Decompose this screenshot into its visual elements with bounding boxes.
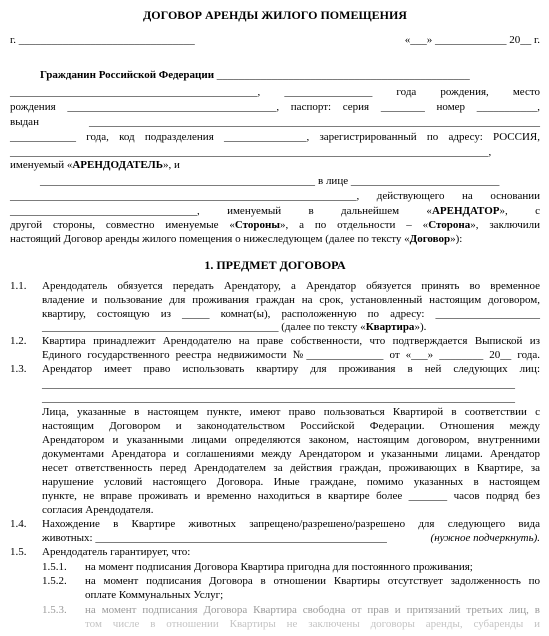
clause-1-4-note: (нужное подчеркнуть).	[430, 532, 540, 544]
date-line: «___» _____________ 20__ г.	[404, 34, 540, 46]
clause-1-5-2-line-2: оплате Коммунальных Услуг;	[85, 589, 224, 601]
clause-1-1-line-1: Арендодатель обязуется передать Арендатору, а Арендатор обязуется принять во временное	[42, 280, 540, 292]
clause-number: 1.5.	[10, 546, 27, 558]
parties-pre: другой стороны, совместно именуемые «	[10, 219, 235, 231]
clause-1-3-line-5: настоящим Договором и законодательством Российской Федерации. Отношения между	[42, 420, 540, 432]
clause-1-5-3-line-2: том числе в отношении Квартиры не заключены договоры аренды, субаренды и	[85, 618, 540, 630]
lessee-role: АРЕНДАТОР	[431, 205, 500, 217]
lessor-named-line	[10, 158, 540, 172]
apartment-def-post: »).	[414, 321, 427, 333]
clause-1-3-line-4: Лица, указанные в настоящем пункте, имеют право пользоваться Квартирой в соответствии с	[42, 406, 540, 418]
clause-1-3-line-7: документами Арендатора и соглашениями между Арендатором и указанными лицами. Арендатор	[42, 448, 540, 460]
clause-1-1-line-3: квартиру, состоящую из _____ комнат(ы), расположенную по адресу: ___________________	[42, 308, 540, 320]
lessor-name-blank: ______________________________________________	[214, 69, 470, 81]
parties-post: », заключили	[470, 219, 540, 231]
lessor-citizen-line	[40, 68, 540, 82]
contract-term: Договор	[409, 233, 451, 245]
apartment-def-pre: ___________________________________________ (далее по тексту «	[42, 321, 366, 333]
lessee-named-line	[10, 204, 540, 218]
lessee-named-pre: __________________________________, именуемый в дальнейшем «	[10, 205, 432, 217]
clause-1-3-line-3: ______________________________________________________________________________________	[42, 392, 515, 404]
lessor-issued-line: выдан __________________________________________________________________________________	[10, 116, 540, 128]
clause-1-5-2-line-1: на момент подписания Договора в отношении Квартиры отсутствует задолженность по	[85, 575, 540, 587]
clause-1-2-line-2: Единого государственного реестра недвижимости №______________ от «___» ________ 20__ года.	[42, 349, 540, 361]
contract-intro-pre: настоящий Договор аренды жилого помещения о нижеследующем (далее по тексту «	[10, 233, 410, 245]
lessor-named-pre: именуемый «	[10, 159, 73, 171]
clause-number: 1.1.	[10, 280, 27, 292]
subclause-number: 1.5.3.	[42, 604, 67, 616]
lessor-birth-line: _____________________________________________, ________________ года рождения, место	[10, 86, 540, 98]
clause-1-3-line-2: ______________________________________________________________________________________	[42, 378, 515, 390]
lessee-named-post: », с	[499, 205, 540, 217]
clause-1-2-line-1: Квартира принадлежит Арендодателю на праве собственности, что подтверждается Выпиской из	[42, 335, 540, 347]
lessee-represented-line: в лице ___________________________	[318, 175, 500, 187]
clause-1-5-line-1: Арендодатель гарантирует, что:	[42, 546, 191, 558]
contract-intro-post: »):	[450, 233, 463, 245]
clause-1-5-3-line-1: на момент подписания Договора Квартира свободна от прав и притязаний третьих лиц, в	[85, 604, 540, 616]
parties-term: Стороны	[234, 219, 280, 231]
parties-line	[10, 218, 540, 232]
lessor-code-line: ____________ года, код подразделения _______________, зарегистрированный по адресу: РОССИЯ,	[10, 131, 540, 143]
lessor-address-line: _______________________________________________________________________________________,	[10, 146, 492, 158]
clause-1-3-line-8: несет ответственность перед Арендодателем за действия граждан, проживающих в Квартире, за	[42, 462, 540, 474]
lessee-org-blank: __________________________________________________	[40, 175, 315, 187]
clause-1-3-line-10: пункте, не вправе проживать и временно находиться в квартире более _______ часов подряд без	[42, 490, 540, 502]
contract-intro-line	[10, 232, 540, 246]
clause-1-5-1-line-1: на момент подписания Договора Квартира пригодна для постоянного проживания;	[85, 561, 473, 573]
clause-number: 1.4.	[10, 518, 27, 530]
clause-1-1-line-2: владение и пользование для проживания граждан на срок, установленный настоящим договором,	[42, 294, 540, 306]
clause-number: 1.2.	[10, 335, 27, 347]
lessor-citizen-label: Гражданин Российской Федерации	[40, 69, 215, 81]
clause-1-3-line-1: Арендатор имеет право использовать квартиру для проживания в ней следующих лиц:	[42, 363, 540, 375]
clause-1-4-line-1: Нахождение в Квартире животных запрещено/разрешено/разрешено для следующего вида	[42, 518, 540, 530]
subclause-number: 1.5.1.	[42, 561, 67, 573]
apartment-term: Квартира	[365, 321, 415, 333]
lessor-passport-line: рождения ______________________________________, паспорт: серия ________ номер ___________,	[10, 101, 540, 113]
lessor-named-post: », и	[163, 159, 180, 171]
subclause-number: 1.5.2.	[42, 575, 67, 587]
lessor-role: АРЕНДОДАТЕЛЬ	[72, 159, 164, 171]
clause-1-3-line-11: согласия Арендодателя.	[42, 504, 154, 516]
clause-1-3-line-9: нарушение условий настоящего Договора. Иные граждане, помимо указанных в настоящем	[42, 476, 540, 488]
clause-1-3-line-6: Арендатором и указанными лицами определяются законом, настоящим договором, внутренними	[42, 434, 540, 446]
city-line: г. ________________________________	[10, 34, 195, 46]
party-term: Сторона	[428, 219, 471, 231]
clause-1-4-line-2: животных: _____________________________________________________	[42, 532, 387, 544]
clause-number: 1.3.	[10, 363, 27, 375]
lessee-acting-line: _______________________________________________________________, действующего на основании	[10, 190, 540, 202]
clause-1-1-line-4	[42, 320, 540, 334]
parties-mid: », а по отдельности – «	[279, 219, 429, 231]
document-title: ДОГОВОР АРЕНДЫ ЖИЛОГО ПОМЕЩЕНИЯ	[143, 8, 407, 22]
section-heading: 1. ПРЕДМЕТ ДОГОВОРА	[204, 258, 346, 272]
